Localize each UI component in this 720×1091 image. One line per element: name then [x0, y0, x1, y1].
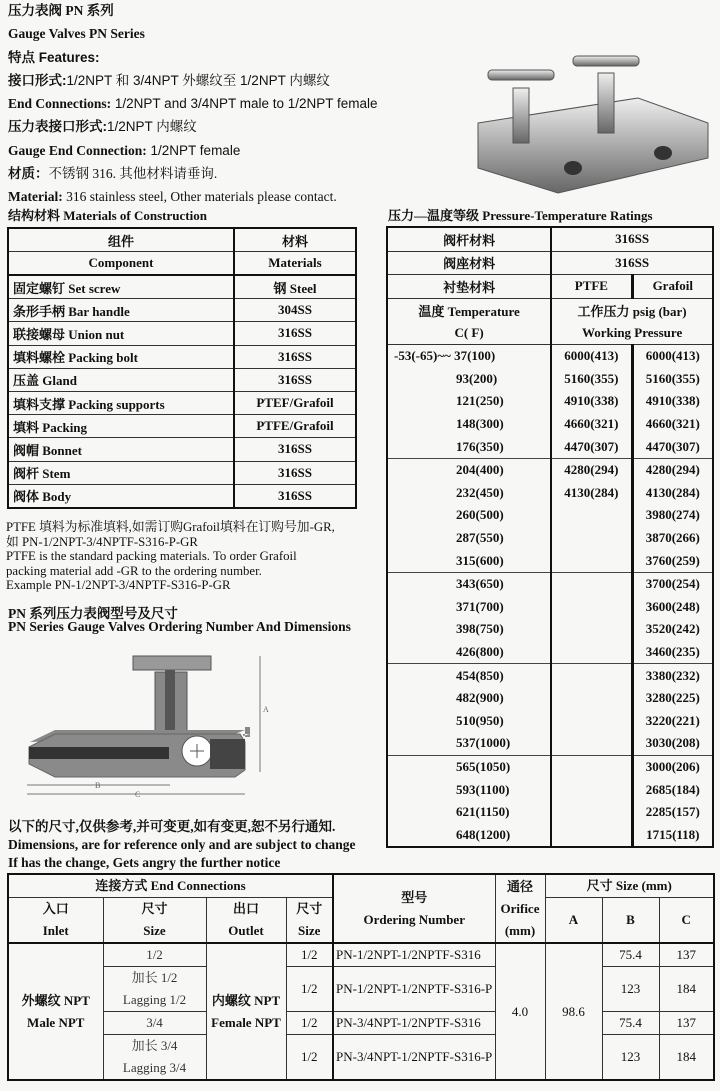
temperature-cell: 648(1200) — [456, 826, 511, 842]
ptfe-pressure-cell: 5160(355) — [551, 368, 632, 391]
grafoil-pressure-cell: 3460(235) — [632, 641, 713, 664]
material-row — [8, 484, 356, 508]
packing-note — [6, 520, 335, 593]
ptfe-pressure-cell — [551, 641, 632, 664]
temperature-cell: 454(850) — [387, 664, 551, 687]
ptfe-pressure-cell — [551, 709, 632, 732]
ptfe-pressure-cell: 4280(294) — [551, 458, 632, 481]
features-heading: 特点 Features: — [8, 49, 100, 65]
rating-row — [387, 504, 713, 527]
grafoil-pressure-cell: 2685(184) — [632, 778, 713, 801]
inlet-size: 加长 3/4 — [131, 1038, 178, 1053]
end-conn-cn-label: 接口形式: — [8, 72, 67, 88]
disclaimer-en-1: Dimensions, are for reference only and are subject to change — [8, 837, 356, 852]
header-outlet-cn: 出口 — [232, 901, 259, 916]
ptfe-pressure-cell — [551, 687, 632, 710]
ptfe-pressure-cell — [551, 664, 632, 687]
header-orifice-unit: (mm) — [504, 922, 536, 938]
material-row — [8, 415, 356, 438]
materials-title: 结构材料 Materials of Construction — [8, 208, 207, 223]
grafoil-pressure-cell: 3700(254) — [632, 572, 713, 595]
header-component-en: Component — [8, 252, 234, 276]
temperature-cell: 343(650) — [387, 572, 551, 595]
material-cell: 304SS — [234, 299, 356, 322]
ptfe-pressure-cell — [551, 778, 632, 801]
component-cell: 压盖 Gland — [8, 368, 234, 391]
rating-row — [387, 778, 713, 801]
material-en-value: 316 stainless steel, Other materials please contact. — [62, 189, 337, 205]
temperature-cell: 148(300) — [456, 416, 504, 432]
ptfe-pressure-cell — [551, 527, 632, 550]
temperature-cell: 426(800) — [456, 643, 504, 659]
rating-row — [387, 572, 713, 595]
dim-b-value: 75.4 — [602, 943, 659, 967]
gauge-conn-en-label: Gauge End Connection: — [8, 142, 147, 158]
rating-row — [387, 482, 713, 505]
temperature-cell: 232(450) — [456, 484, 504, 500]
ordering-number: PN-3/4NPT-1/2NPTF-S316 — [333, 1012, 495, 1035]
end-conn-en-label: End Connections: — [8, 96, 112, 112]
header-inlet-size-en: Size — [143, 923, 166, 938]
header-orifice-en: Orifice — [500, 900, 540, 916]
ptfe-pressure-cell — [551, 596, 632, 619]
ordering-title-cn: PN 系列压力表阀型号及尺寸 — [8, 606, 178, 621]
dim-b-value: 123 — [602, 1035, 659, 1081]
material-row — [8, 461, 356, 484]
header-model-en: Ordering Number — [363, 911, 465, 927]
gauge-conn-cn-value: 1/2NPT 内螺纹 — [107, 119, 197, 135]
outlet-size: 1/2 — [286, 1012, 333, 1035]
material-cell: 钢 Steel — [234, 275, 356, 299]
rating-row — [387, 527, 713, 550]
note-line: packing material add -GR to the ordering number. — [6, 563, 262, 578]
rating-row — [387, 549, 713, 572]
header-end-connections: 连接方式 End Connections — [8, 874, 333, 898]
ptfe-pressure-cell — [551, 504, 632, 527]
dim-label-c: C — [135, 790, 141, 799]
header-inlet-cn: 入口 — [42, 901, 69, 916]
end-conn-en-value: 1/2NPT and 3/4NPT male to 1/2NPT female — [111, 96, 378, 112]
temperature-cell: 287(550) — [456, 530, 504, 546]
material-row — [8, 391, 356, 414]
inlet-cn: 外螺纹 NPT — [21, 992, 90, 1008]
rating-row — [387, 823, 713, 847]
temperature-label: 温度 Temperature — [418, 303, 520, 319]
component-cell: 固定螺钉 Set screw — [8, 275, 234, 299]
note-line: Example PN-1/2NPT-3/4NPTF-S316-P-GR — [6, 578, 231, 592]
stem-material-value: 316SS — [551, 227, 713, 251]
temperature-cell: 510(950) — [456, 712, 504, 728]
dimension-diagram — [5, 642, 385, 812]
ptfe-pressure-cell — [551, 572, 632, 595]
rating-row — [387, 618, 713, 641]
material-row — [8, 345, 356, 368]
outlet-en: Female NPT — [211, 1014, 281, 1030]
packing-material-label: 衬垫材料 — [387, 275, 551, 299]
header-component-cn: 组件 — [8, 228, 234, 252]
inlet-size: 3/4 — [146, 1015, 163, 1030]
dim-c-value: 184 — [659, 1035, 714, 1081]
ordering-row — [8, 1012, 714, 1035]
grafoil-pressure-cell: 3380(232) — [632, 664, 713, 687]
header-model-cn: 型号 — [401, 889, 428, 905]
title-en: Gauge Valves PN Series — [8, 26, 145, 42]
ordering-title-en: PN Series Gauge Valves Ordering Number And Dimensions — [8, 619, 351, 634]
header-orifice-cn: 通径 — [506, 878, 533, 894]
temperature-cell: 315(600) — [456, 552, 504, 568]
rating-row — [387, 641, 713, 664]
material-cell: 316SS — [234, 438, 356, 461]
ptfe-pressure-cell: 4910(338) — [551, 390, 632, 413]
gauge-conn-cn-label: 压力表接口形式: — [8, 119, 107, 135]
ordering-table — [7, 873, 715, 1081]
gauge-conn-en-value: 1/2NPT female — [146, 142, 241, 158]
temperature-cell: 398(750) — [456, 621, 504, 637]
grafoil-pressure-cell: 6000(413) — [632, 344, 713, 367]
dim-c-value: 184 — [659, 967, 714, 1012]
temperature-cell: 621(1150) — [456, 804, 510, 820]
material-cn-value: 不锈钢 316. 其他材料请垂询. — [48, 166, 218, 182]
dim-label-b: B — [95, 781, 101, 790]
material-row — [8, 368, 356, 391]
intro-section — [8, 0, 378, 209]
dim-label-a: A — [263, 705, 269, 714]
temperature-cell: 204(400) — [387, 458, 551, 481]
temperature-cell: 371(700) — [456, 598, 504, 614]
end-conn-cn-value: 1/2NPT 和 3/4NPT 外螺纹至 1/2NPT 内螺纹 — [66, 72, 330, 88]
ordering-row — [8, 943, 714, 967]
rating-row — [387, 709, 713, 732]
note-line: PTFE is the standard packing materials. To order Grafoil — [6, 549, 297, 563]
ptfe-pressure-cell — [551, 618, 632, 641]
grafoil-pressure-cell: 4280(294) — [632, 458, 713, 481]
valve-photo — [468, 28, 718, 198]
rating-row — [387, 664, 713, 687]
outlet-cn: 内螺纹 NPT — [211, 992, 281, 1008]
header-outlet-en: Outlet — [228, 923, 264, 938]
rating-row — [387, 344, 713, 367]
title-cn: 压力表阀 PN 系列 — [8, 3, 114, 18]
ptfe-pressure-cell: 6000(413) — [551, 344, 632, 367]
component-cell: 填料支撑 Packing supports — [8, 391, 234, 414]
material-cell: 316SS — [234, 322, 356, 345]
ptfe-pressure-cell — [551, 755, 632, 778]
temperature-cell: 482(900) — [456, 690, 504, 706]
header-outlet-size-cn: 尺寸 — [296, 901, 323, 916]
ordering-row — [8, 967, 714, 1012]
dim-b-value: 75.4 — [602, 1012, 659, 1035]
pressure-label: 工作压力 psig (bar) — [551, 298, 713, 321]
rating-row — [387, 413, 713, 436]
grafoil-pressure-cell: 4470(307) — [632, 435, 713, 458]
grafoil-pressure-cell: 3520(242) — [632, 618, 713, 641]
temperature-cell: 176(350) — [456, 438, 504, 454]
component-cell: 阀体 Body — [8, 484, 234, 508]
component-cell: 联接螺母 Union nut — [8, 322, 234, 345]
note-line: 如 PN-1/2NPT-3/4NPTF-S316-P-GR — [6, 534, 198, 549]
inlet-size: 1/2 — [146, 947, 163, 962]
header-inlet-en: Inlet — [42, 923, 69, 938]
component-cell: 填料 Packing — [8, 415, 234, 438]
material-cell: 316SS — [234, 368, 356, 391]
ordering-number: PN-1/2NPT-1/2NPTF-S316-P — [333, 967, 495, 1012]
header-b: B — [602, 898, 659, 944]
temperature-unit: C( F) — [387, 321, 551, 344]
component-cell: 条形手柄 Bar handle — [8, 299, 234, 322]
material-cn-label: 材质： — [8, 166, 49, 182]
rating-row — [387, 596, 713, 619]
materials-table — [7, 227, 357, 509]
ptfe-pressure-cell: 4470(307) — [551, 435, 632, 458]
header-size: 尺寸 Size (mm) — [545, 874, 714, 898]
rating-row — [387, 801, 713, 824]
material-row — [8, 322, 356, 345]
dim-b-value: 123 — [602, 967, 659, 1012]
rating-row — [387, 390, 713, 413]
grafoil-pressure-cell: 3600(248) — [632, 596, 713, 619]
ordering-row — [8, 1035, 714, 1081]
component-cell: 阀杆 Stem — [8, 461, 234, 484]
seat-material-value: 316SS — [551, 251, 713, 275]
grafoil-pressure-cell: 4660(321) — [632, 413, 713, 436]
temperature-cell: -53(-65)~~ 37(100) — [394, 348, 496, 364]
material-row — [8, 275, 356, 299]
disclaimer-cn: 以下的尺寸,仅供参考,并可变更,如有变更,恕不另行通知. — [8, 819, 336, 834]
material-en-label: Material: — [8, 189, 63, 205]
grafoil-pressure-cell: 3760(259) — [632, 549, 713, 572]
ptfe-pressure-cell — [551, 732, 632, 755]
material-row — [8, 299, 356, 322]
header-c: C — [659, 898, 714, 944]
note-line: PTFE 填料为标准填料,如需订购Grafoil填料在订购号加-GR, — [6, 520, 335, 534]
grafoil-pressure-cell: 3000(206) — [632, 755, 713, 778]
grafoil-pressure-cell: 3870(266) — [632, 527, 713, 550]
ptfe-pressure-cell — [551, 823, 632, 847]
ptfe-pressure-cell: 4130(284) — [551, 482, 632, 505]
orifice-value: 4.0 — [495, 943, 545, 1080]
rating-row — [387, 732, 713, 755]
grafoil-pressure-cell: 4910(338) — [632, 390, 713, 413]
header-outlet-size-en: Size — [298, 923, 321, 938]
disclaimer-en-2: If has the change, Gets angry the further notice — [8, 855, 281, 870]
temperature-cell: 537(1000) — [456, 735, 511, 751]
rating-row — [387, 458, 713, 481]
ordering-number: PN-3/4NPT-1/2NPTF-S316-P — [333, 1035, 495, 1081]
material-cell: 316SS — [234, 345, 356, 368]
dim-c-value: 137 — [659, 1012, 714, 1035]
inlet-size-en: Lagging 3/4 — [122, 1060, 187, 1075]
rating-row — [387, 435, 713, 458]
material-cell: 316SS — [234, 484, 356, 508]
temperature-cell: 593(1100) — [456, 781, 510, 797]
inlet-size-en: Lagging 1/2 — [122, 992, 187, 1007]
temperature-cell: 565(1050) — [387, 755, 551, 778]
ordering-number: PN-1/2NPT-1/2NPTF-S316 — [333, 943, 495, 967]
inlet-en: Male NPT — [27, 1014, 85, 1030]
outlet-size: 1/2 — [286, 1035, 333, 1081]
grafoil-pressure-cell: 4130(284) — [632, 482, 713, 505]
grafoil-pressure-cell: 3980(274) — [632, 504, 713, 527]
ptfe-pressure-cell — [551, 801, 632, 824]
material-cell: PTFE/Grafoil — [234, 415, 356, 438]
rating-row — [387, 755, 713, 778]
ptfe-pressure-cell: 4660(321) — [551, 413, 632, 436]
temperature-cell: 121(250) — [456, 393, 504, 409]
grafoil-pressure-cell: 5160(355) — [632, 368, 713, 391]
material-cell: 316SS — [234, 461, 356, 484]
header-materials-en: Materials — [234, 252, 356, 276]
packing-ptfe: PTFE — [551, 275, 632, 299]
grafoil-pressure-cell: 3030(208) — [632, 732, 713, 755]
grafoil-pressure-cell: 1715(118) — [632, 823, 713, 847]
temperature-cell: 260(500) — [456, 507, 504, 523]
grafoil-pressure-cell: 3280(225) — [632, 687, 713, 710]
header-a: A — [545, 898, 602, 944]
material-row — [8, 438, 356, 461]
dim-c-value: 137 — [659, 943, 714, 967]
dim-a-value: 98.6 — [545, 943, 602, 1080]
ptfe-pressure-cell — [551, 549, 632, 572]
stem-material-label: 阀杆材料 — [387, 227, 551, 251]
outlet-size: 1/2 — [286, 943, 333, 967]
rating-row — [387, 687, 713, 710]
packing-grafoil: Grafoil — [632, 275, 713, 299]
pressure-temperature-table — [386, 226, 714, 848]
grafoil-pressure-cell: 3220(221) — [632, 709, 713, 732]
outlet-size: 1/2 — [286, 967, 333, 1012]
ratings-title: 压力—温度等级 Pressure-Temperature Ratings — [388, 208, 653, 223]
temperature-cell: 93(200) — [456, 370, 498, 386]
pressure-sublabel: Working Pressure — [551, 321, 713, 344]
disclaimer — [8, 818, 355, 872]
component-cell: 阀帽 Bonnet — [8, 438, 234, 461]
rating-row — [387, 368, 713, 391]
component-cell: 填料螺栓 Packing bolt — [8, 345, 234, 368]
seat-material-label: 阀座材料 — [387, 251, 551, 275]
header-materials-cn: 材料 — [234, 228, 356, 252]
header-inlet-size-cn: 尺寸 — [141, 901, 168, 916]
grafoil-pressure-cell: 2285(157) — [632, 801, 713, 824]
material-cell: PTEF/Grafoil — [234, 391, 356, 414]
inlet-size: 加长 1/2 — [131, 970, 178, 985]
